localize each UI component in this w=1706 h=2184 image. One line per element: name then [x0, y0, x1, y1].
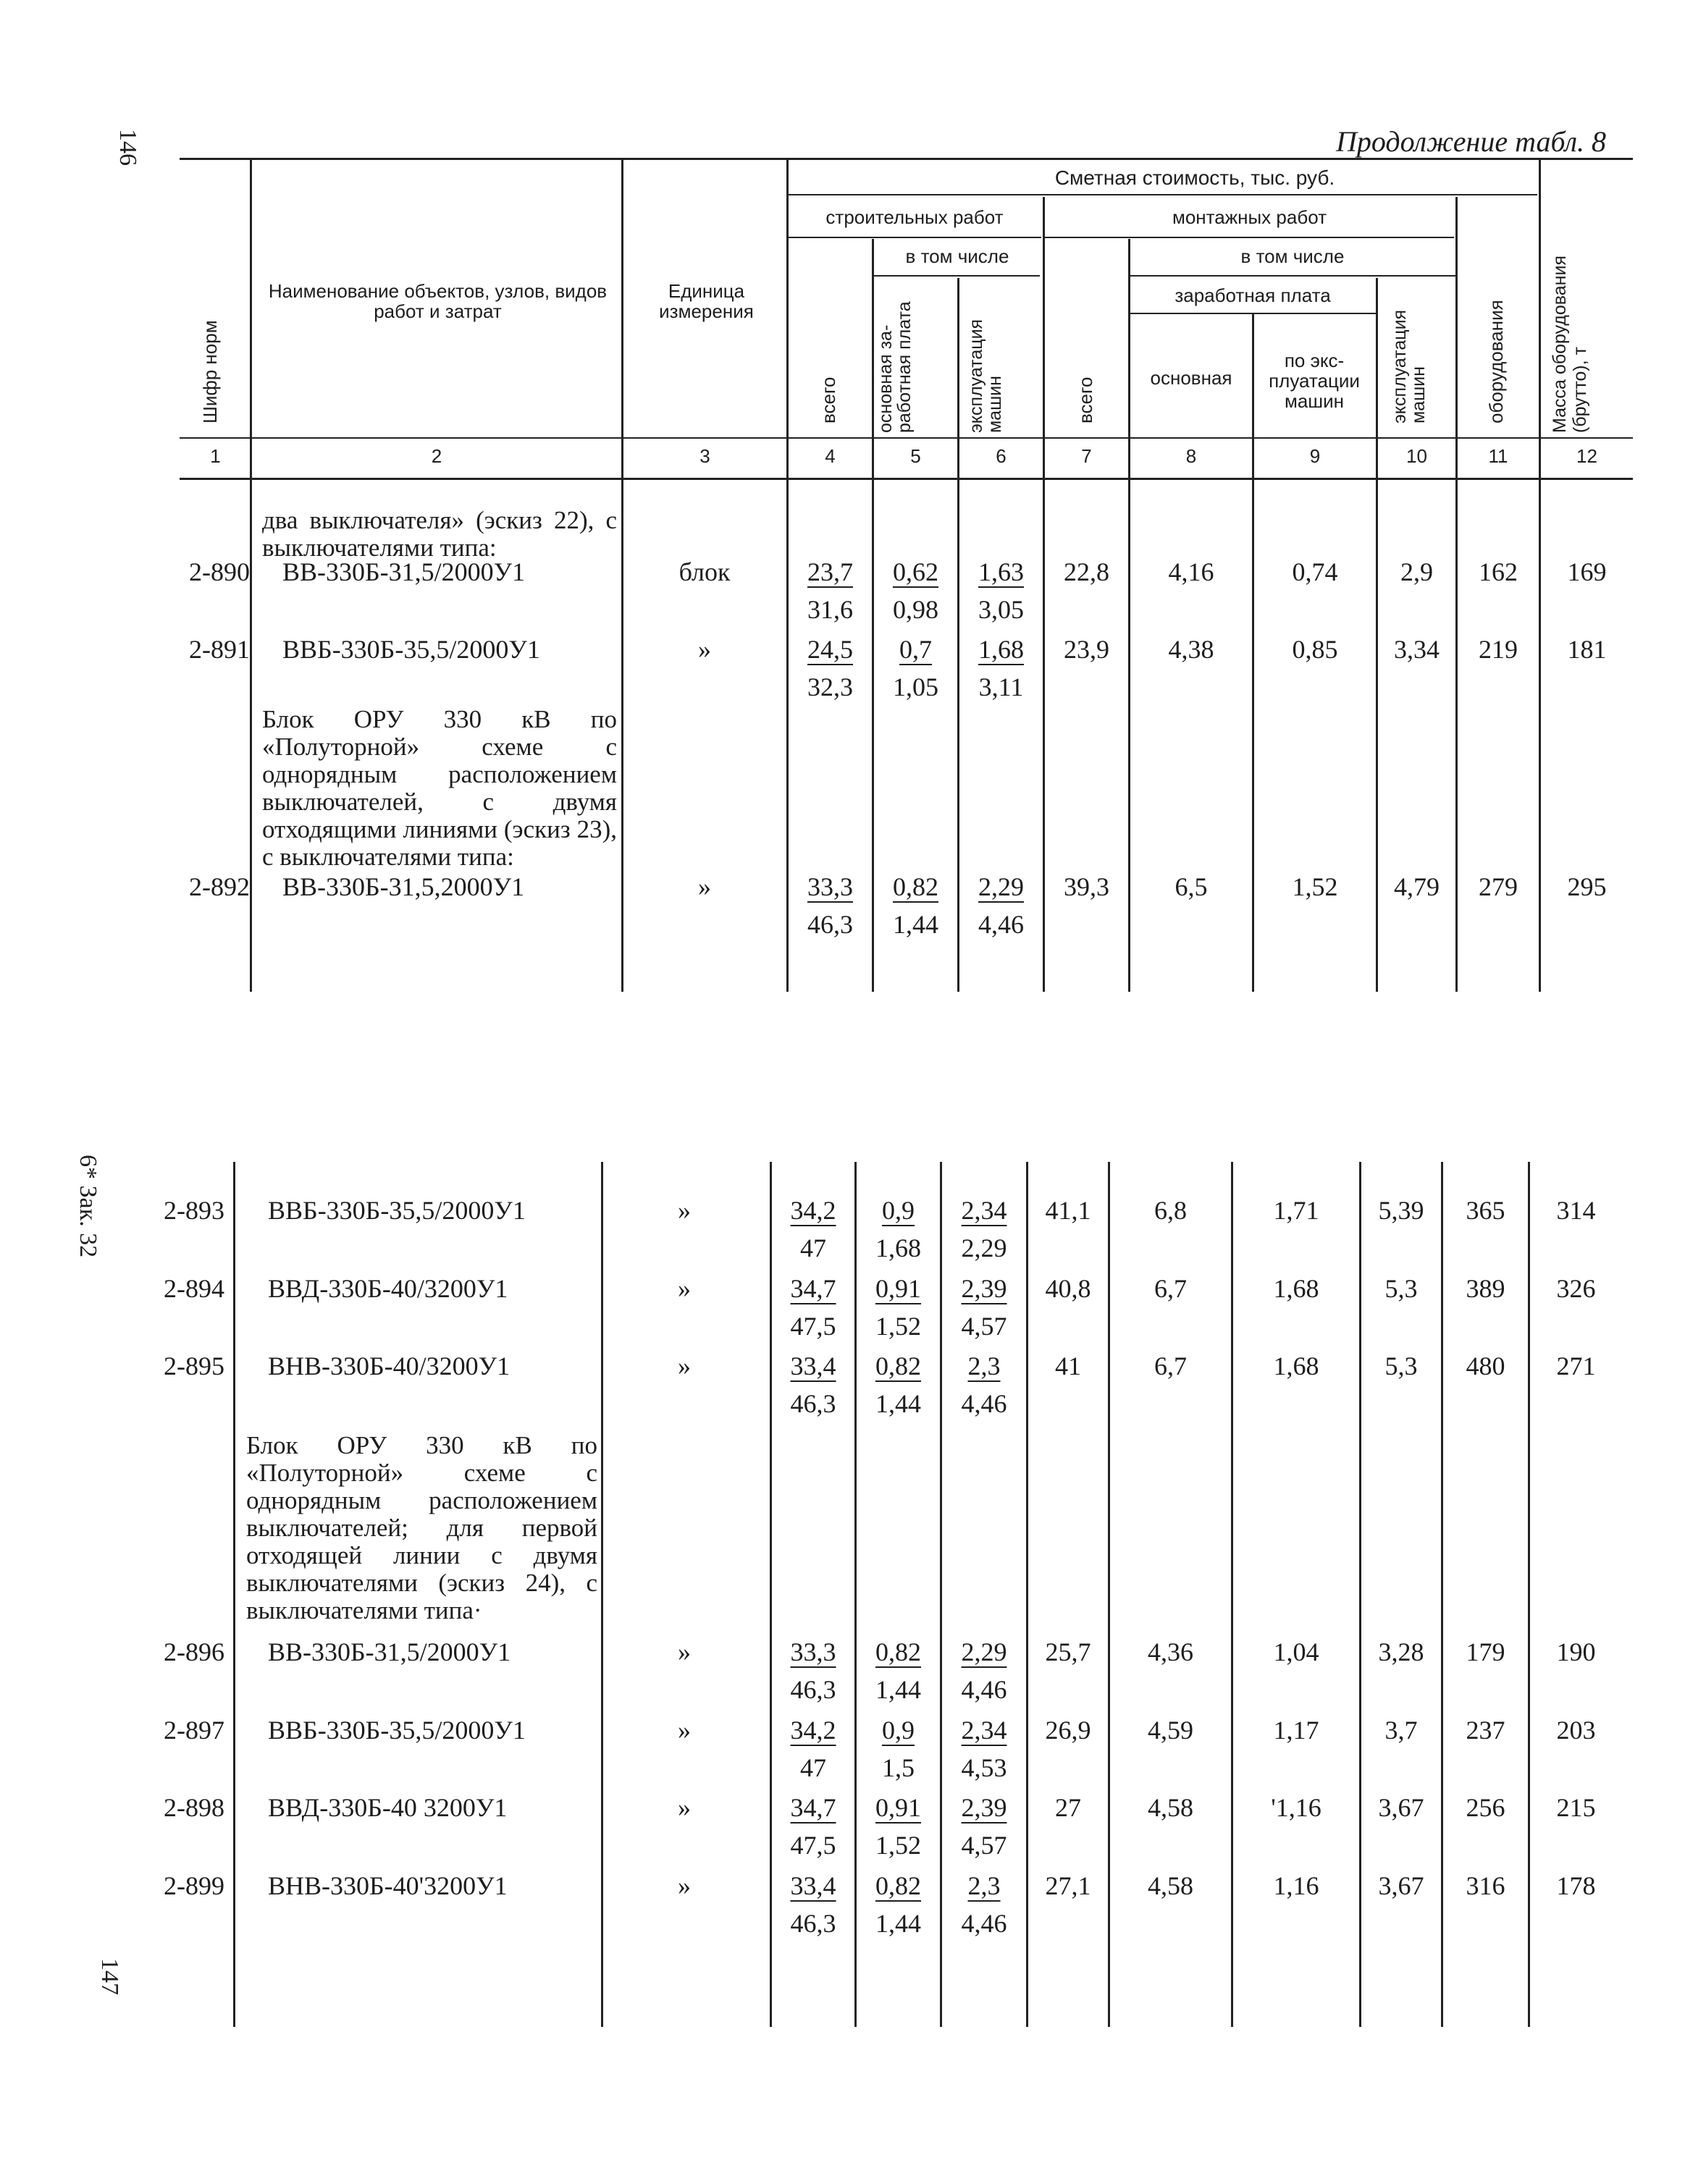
- row-name: ВВБ-330Б-35,5/2000У1: [268, 1716, 526, 1745]
- cell-c4b: 47: [800, 1753, 826, 1782]
- cell-c4a: 33,4: [790, 1871, 836, 1900]
- page-number-top: 146: [114, 129, 141, 166]
- cell-c6a: 2,34: [961, 1716, 1007, 1745]
- row-code: 2-891: [189, 635, 250, 664]
- cell-c5b: 1,68: [875, 1234, 921, 1262]
- cell-c5a: 0,9: [882, 1196, 915, 1225]
- cell-c7: 40,8: [1045, 1274, 1091, 1303]
- col-number: 6: [996, 445, 1007, 467]
- row-unit: »: [678, 1716, 691, 1745]
- cell-c6a: 2,3: [967, 1871, 1001, 1900]
- cell-c8: 4,58: [1148, 1793, 1193, 1822]
- col-number: 3: [699, 445, 710, 467]
- row-code: 2-896: [164, 1637, 224, 1666]
- cell-c4b: 31,6: [807, 595, 853, 624]
- header-col11: оборудования: [1485, 300, 1507, 423]
- cell-c12: 178: [1556, 1871, 1596, 1900]
- cell-c8: 4,58: [1148, 1871, 1193, 1900]
- cell-c10: 5,39: [1378, 1196, 1424, 1225]
- row-unit: »: [698, 872, 711, 901]
- cell-c12: 181: [1567, 635, 1607, 664]
- cell-c5b: 1,44: [875, 1675, 921, 1704]
- cell-c8: 4,38: [1168, 635, 1214, 664]
- cell-c9: '1,16: [1271, 1793, 1321, 1822]
- cell-c5a: 0,62: [893, 557, 938, 586]
- cell-c7: 41: [1055, 1352, 1081, 1380]
- cell-c7: 39,3: [1064, 872, 1109, 901]
- cell-c11: 162: [1479, 557, 1518, 586]
- cell-c5a: 0,91: [875, 1274, 921, 1303]
- header-col12: Масса оборудования (брутто), т: [1550, 256, 1590, 433]
- row-code: 2-897: [164, 1716, 224, 1745]
- cell-c6b: 4,46: [961, 1389, 1007, 1418]
- header-cost-group: Сметная стоимость, тыс. руб.: [1054, 166, 1335, 189]
- cell-c11: 480: [1466, 1352, 1505, 1380]
- cell-c10: 3,7: [1384, 1716, 1418, 1745]
- cell-c6b: 4,46: [978, 910, 1024, 939]
- block-description: Блок ОРУ 330 кВ по «Полуторной» схеме с однорядным расположением выключателей, с двумя отходящими линиями (эскиз 23), с выключателями типа:: [262, 705, 617, 871]
- col-number: 8: [1185, 445, 1197, 467]
- col-number: 9: [1309, 445, 1321, 467]
- page-number-bottom: 147: [96, 1958, 123, 1995]
- cell-c4b: 32,3: [807, 673, 853, 701]
- cell-c9: 0,85: [1292, 635, 1338, 664]
- row-unit: »: [678, 1793, 691, 1822]
- cell-c11: 256: [1466, 1793, 1505, 1822]
- row-name: ВВ-330Б-31,5,2000У1: [282, 872, 525, 901]
- cell-c8: 4,36: [1148, 1637, 1193, 1666]
- cell-c4a: 33,3: [807, 872, 853, 901]
- cell-c7: 22,8: [1064, 557, 1109, 586]
- cell-c12: 215: [1556, 1793, 1596, 1822]
- row-code: 2-895: [164, 1352, 224, 1380]
- row-name: ВВД-330Б-40/3200У1: [268, 1274, 508, 1303]
- col-number: 7: [1081, 445, 1092, 467]
- cell-c5a: 0,82: [875, 1352, 921, 1380]
- row-unit: »: [678, 1637, 691, 1666]
- row-name: ВВ-330Б-31,5/2000У1: [282, 557, 526, 586]
- row-code: 2-890: [189, 557, 250, 586]
- cell-c9: 1,16: [1273, 1871, 1319, 1900]
- row-code: 2-892: [189, 872, 250, 901]
- printer-mark: 6* Зак. 32: [75, 1155, 101, 1258]
- cell-c5b: 1,5: [882, 1753, 915, 1782]
- cell-c7: 23,9: [1064, 635, 1109, 664]
- cell-c4a: 34,7: [790, 1274, 836, 1303]
- header-col3: Единица измерения: [659, 280, 754, 322]
- cell-c5b: 1,44: [875, 1389, 921, 1418]
- block-description: Блок ОРУ 330 кВ по «Полуторной» схеме с однорядным расположением выключателей; для первой отходящей линии с двумя выключателями (эскиз 24), с выключателями типа·: [246, 1431, 597, 1624]
- cell-c12: 169: [1567, 557, 1607, 586]
- row-unit: »: [678, 1871, 691, 1900]
- col-number: 1: [210, 445, 221, 467]
- cell-c6b: 4,46: [961, 1909, 1007, 1938]
- cell-c6b: 4,57: [961, 1312, 1007, 1341]
- cell-c5b: 1,52: [875, 1831, 921, 1860]
- cell-c7: 27,1: [1045, 1871, 1091, 1900]
- cell-c4a: 23,7: [807, 557, 853, 586]
- cell-c12: 326: [1556, 1274, 1596, 1303]
- header-col7: всего: [1075, 376, 1096, 423]
- cell-c6b: 2,29: [961, 1234, 1007, 1262]
- row-unit: »: [678, 1196, 691, 1225]
- cell-c11: 389: [1466, 1274, 1505, 1303]
- row-code: 2-893: [164, 1196, 224, 1225]
- cell-c12: 295: [1567, 872, 1607, 901]
- header-col6: эксплуатация машин: [966, 319, 1005, 433]
- cell-c6b: 4,46: [961, 1675, 1007, 1704]
- cell-c9: 1,68: [1273, 1352, 1319, 1380]
- col-number: 10: [1406, 445, 1427, 467]
- cell-c8: 4,59: [1148, 1716, 1193, 1745]
- cell-c10: 2,9: [1400, 557, 1433, 586]
- header-col5: основная за- работная плата: [875, 301, 915, 433]
- cell-c6b: 3,05: [978, 595, 1024, 624]
- cell-c12: 190: [1556, 1637, 1596, 1666]
- cell-c10: 5,3: [1384, 1274, 1418, 1303]
- cell-c4a: 33,3: [790, 1637, 836, 1666]
- row-unit: блок: [678, 557, 731, 586]
- cell-c10: 3,28: [1378, 1637, 1424, 1666]
- header-col2: Наименование объектов, узлов, видов работ и затрат: [268, 280, 608, 322]
- header-col10: эксплуатация машин: [1390, 309, 1429, 423]
- col-number: 12: [1576, 445, 1597, 467]
- col-number: 4: [825, 445, 836, 467]
- cell-c4b: 46,3: [790, 1675, 836, 1704]
- page-title: Продолжение табл. 8: [1336, 125, 1607, 158]
- cell-c4b: 47,5: [790, 1312, 836, 1341]
- cell-c4b: 46,3: [790, 1389, 836, 1418]
- cell-c6b: 4,57: [961, 1831, 1007, 1860]
- cell-c9: 1,68: [1273, 1274, 1319, 1303]
- cell-c6a: 2,39: [961, 1793, 1007, 1822]
- cell-c5b: 1,44: [875, 1909, 921, 1938]
- cell-c6a: 1,68: [978, 635, 1024, 664]
- cell-c4b: 46,3: [807, 910, 853, 939]
- cell-c10: 3,34: [1394, 635, 1440, 664]
- row-unit: »: [678, 1352, 691, 1380]
- header-col8: основная: [1150, 367, 1232, 389]
- cell-c11: 237: [1466, 1716, 1505, 1745]
- cell-c8: 6,8: [1154, 1196, 1187, 1225]
- cell-c4a: 34,2: [790, 1716, 836, 1745]
- row-unit: »: [678, 1274, 691, 1303]
- cell-c11: 179: [1466, 1637, 1505, 1666]
- cell-c9: 1,52: [1292, 872, 1338, 901]
- cell-c6a: 2,29: [978, 872, 1024, 901]
- cell-c12: 314: [1556, 1196, 1596, 1225]
- cell-c11: 219: [1479, 635, 1518, 664]
- cell-c11: 316: [1466, 1871, 1505, 1900]
- cell-c5b: 1,05: [893, 673, 938, 701]
- header-col4: всего: [818, 376, 839, 423]
- cell-c4a: 33,4: [790, 1352, 836, 1380]
- cell-c4a: 34,7: [790, 1793, 836, 1822]
- header-wages: заработная плата: [1175, 284, 1331, 306]
- cell-c5a: 0,82: [893, 872, 938, 901]
- cell-c6b: 3,11: [978, 673, 1024, 701]
- row-name: ВВБ-330Б-35,5/2000У1: [268, 1196, 526, 1225]
- header-installation: монтажных работ: [1172, 206, 1327, 228]
- cell-c5a: 0,7: [899, 635, 932, 664]
- row-code: 2-899: [164, 1871, 224, 1900]
- cell-c11: 279: [1479, 872, 1518, 901]
- cell-c6a: 2,3: [967, 1352, 1001, 1380]
- header-construction: строительных работ: [825, 206, 1004, 228]
- header-col9: по экс- плуатации машин: [1269, 350, 1360, 412]
- row-name: ВВД-330Б-40 3200У1: [268, 1793, 508, 1822]
- header-construction-incl: в том числе: [905, 245, 1009, 267]
- cell-c7: 25,7: [1045, 1637, 1091, 1666]
- row-name: ВВ-330Б-31,5/2000У1: [268, 1637, 511, 1666]
- cell-c6a: 2,29: [961, 1637, 1007, 1666]
- cell-c9: 1,71: [1273, 1196, 1319, 1225]
- cell-c5a: 0,91: [875, 1793, 921, 1822]
- cell-c5a: 0,82: [875, 1637, 921, 1666]
- col-number: 5: [910, 445, 921, 467]
- cell-c4a: 34,2: [790, 1196, 836, 1225]
- cell-c6a: 2,34: [961, 1196, 1007, 1225]
- cell-c9: 0,74: [1292, 557, 1338, 586]
- cell-c5b: 0,98: [893, 595, 938, 624]
- cell-c12: 271: [1556, 1352, 1596, 1380]
- cell-c7: 27: [1055, 1793, 1081, 1822]
- col-number: 2: [431, 445, 442, 467]
- cell-c12: 203: [1556, 1716, 1596, 1745]
- cell-c11: 365: [1466, 1196, 1505, 1225]
- cell-c9: 1,17: [1273, 1716, 1319, 1745]
- cell-c6b: 4,53: [961, 1753, 1007, 1782]
- cell-c8: 6,7: [1154, 1274, 1187, 1303]
- cell-c6a: 2,39: [961, 1274, 1007, 1303]
- cell-c5b: 1,52: [875, 1312, 921, 1341]
- cell-c8: 6,7: [1154, 1352, 1187, 1380]
- block-description: два выключателя» (эскиз 22), с выключателями типа:: [262, 506, 617, 562]
- cell-c5a: 0,82: [875, 1871, 921, 1900]
- row-name: ВНВ-330Б-40/3200У1: [268, 1352, 510, 1380]
- cell-c4a: 24,5: [807, 635, 853, 664]
- cell-c10: 3,67: [1378, 1871, 1424, 1900]
- cell-c8: 6,5: [1175, 872, 1208, 901]
- cell-c10: 5,3: [1384, 1352, 1418, 1380]
- row-name: ВВБ-330Б-35,5/2000У1: [282, 635, 540, 664]
- cell-c4b: 46,3: [790, 1909, 836, 1938]
- cell-c4b: 47: [800, 1234, 826, 1262]
- row-unit: »: [698, 635, 711, 664]
- cell-c9: 1,04: [1273, 1637, 1319, 1666]
- cell-c10: 3,67: [1378, 1793, 1424, 1822]
- cell-c7: 26,9: [1045, 1716, 1091, 1745]
- col-number: 11: [1488, 445, 1508, 467]
- cell-c5a: 0,9: [882, 1716, 915, 1745]
- cell-c7: 41,1: [1045, 1196, 1091, 1225]
- header-col1: Шифр норм: [199, 320, 221, 423]
- row-code: 2-898: [164, 1793, 224, 1822]
- cell-c5b: 1,44: [893, 910, 938, 939]
- cell-c8: 4,16: [1168, 557, 1214, 586]
- header-installation-incl: в том числе: [1240, 245, 1345, 267]
- cell-c4b: 47,5: [790, 1831, 836, 1860]
- cell-c6a: 1,63: [978, 557, 1024, 586]
- cell-c10: 4,79: [1394, 872, 1440, 901]
- row-code: 2-894: [164, 1274, 224, 1303]
- row-name: ВНВ-330Б-40'3200У1: [268, 1871, 508, 1900]
